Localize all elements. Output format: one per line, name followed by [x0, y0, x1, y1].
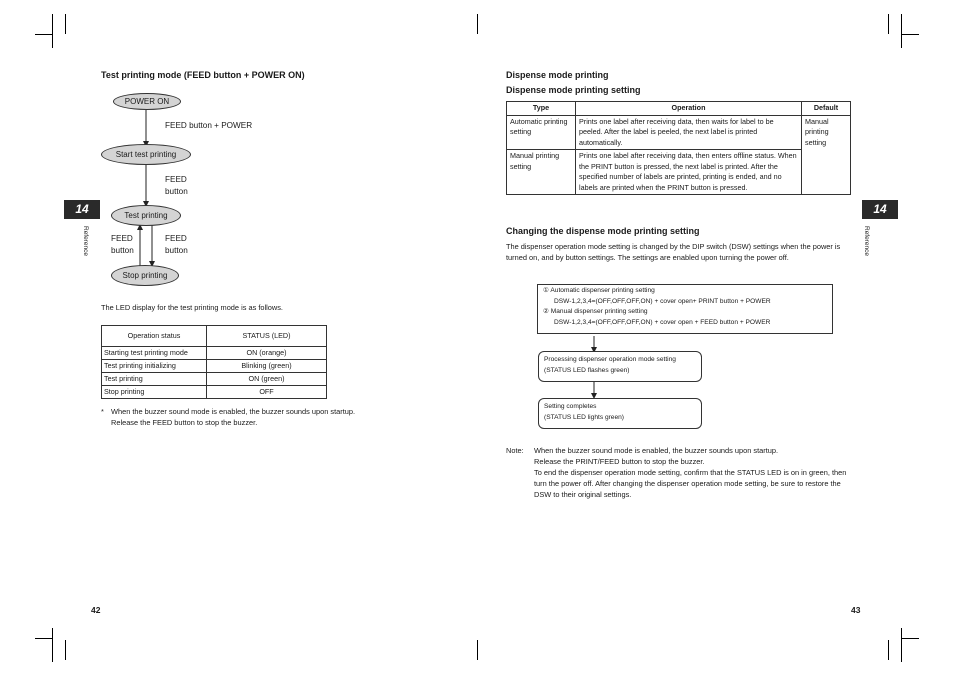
- section-heading: Dispense mode printing: [506, 70, 609, 80]
- arrow-label-line: button: [165, 187, 188, 196]
- section-heading: Test printing mode (FEED button + POWER ON): [101, 70, 305, 80]
- arrow-label-line: FEED: [111, 234, 133, 243]
- footnote-line: When the buzzer sound mode is enabled, the buzzer sounds upon startup.: [111, 407, 356, 416]
- table-cell: Starting test printing mode: [102, 347, 207, 360]
- sub-heading: Changing the dispense mode printing setting: [506, 226, 700, 236]
- arrow-label: [165, 174, 188, 198]
- table-header-row: [102, 326, 327, 347]
- table-cell: Test printing initializing: [102, 360, 207, 373]
- mode-table: [506, 101, 851, 195]
- table-cell: Prints one label after receiving data, then enters offline status. When the PRINT button is pressed, the next label is printed. After the specified number of labels are printed, printing is ended, and no labels are printed when the PRINT button is pressed.: [576, 150, 802, 195]
- arrow-label: [111, 233, 134, 257]
- stop-printing-node: Stop printing: [111, 265, 179, 286]
- setting-item: [543, 286, 827, 297]
- table-cell: ON (green): [207, 373, 327, 386]
- box-line: (STATUS LED lights green): [544, 413, 625, 421]
- arrow-label-line: button: [165, 246, 188, 255]
- table-header: Default: [802, 102, 851, 116]
- side-label: Reference: [82, 226, 89, 256]
- note-line: When the buzzer sound mode is enabled, the buzzer sounds upon startup.: [534, 446, 779, 455]
- note-line: Release the PRINT/FEED button to stop the buzzer.: [534, 457, 705, 466]
- table-row: [507, 115, 851, 150]
- note-line: To end the dispenser operation mode setting, confirm that the STATUS LED is on in green, then turn the power off. After changing the dispenser operation mode setting, be sure to restore the DSW to their original settings.: [534, 468, 847, 499]
- table-header: Type: [507, 102, 576, 116]
- side-label: Reference: [863, 226, 870, 256]
- setting-title: Manual dispenser printing setting: [550, 308, 648, 315]
- table-row: [507, 150, 851, 195]
- setting-title: Automatic dispenser printing setting: [550, 287, 655, 294]
- box-line: Processing dispenser operation mode setting: [544, 356, 676, 363]
- footnote-line: Release the FEED button to stop the buzzer.: [111, 418, 258, 427]
- start-test-node: Start test printing: [101, 144, 191, 165]
- table-cell: Manual printing setting: [507, 150, 576, 195]
- table-header: STATUS (LED): [207, 326, 327, 347]
- footnote-mark: *: [101, 407, 104, 416]
- process-box: [538, 351, 702, 382]
- chapter-tab: 14: [862, 200, 898, 219]
- circled-number: ②: [543, 308, 549, 315]
- page-number: 43: [851, 605, 861, 615]
- table-header-row: [507, 102, 851, 116]
- table-cell: Manual printing setting: [802, 115, 851, 195]
- circled-number: ①: [543, 287, 549, 294]
- table-row: [102, 386, 327, 399]
- table-header: Operation status: [102, 326, 207, 347]
- box-line: (STATUS LED flashes green): [544, 366, 630, 374]
- arrow-label-line: FEED: [165, 175, 187, 184]
- table-cell: Automatic printing setting: [507, 115, 576, 150]
- setting-detail: DSW-1,2,3,4=(OFF,OFF,OFF,ON) + cover open+ PRINT button + POWER: [554, 297, 771, 305]
- arrow-label-line: FEED: [165, 234, 187, 243]
- table-row: [102, 347, 327, 360]
- arrow-label: FEED button + POWER: [165, 121, 253, 130]
- chapter-tab: 14: [64, 200, 100, 219]
- arrow-label: [165, 233, 188, 257]
- setting-detail: DSW-1,2,3,4=(OFF,OFF,OFF,ON) + cover open + FEED button + POWER: [554, 318, 771, 326]
- page-number: 42: [91, 605, 101, 615]
- footnote: [111, 406, 355, 428]
- test-printing-node: Test printing: [111, 205, 181, 226]
- table-row: [102, 373, 327, 386]
- setting-item: [543, 307, 827, 318]
- note-body: [534, 445, 852, 500]
- table-cell: ON (orange): [207, 347, 327, 360]
- table-header: Operation: [576, 102, 802, 116]
- sub-heading: Dispense mode printing setting: [506, 85, 641, 95]
- complete-box: [538, 398, 702, 429]
- led-intro: The LED display for the test printing mode is as follows.: [101, 303, 283, 312]
- arrow-label-line: button: [111, 246, 134, 255]
- box-line: Setting completes: [544, 403, 597, 410]
- table-row: [102, 360, 327, 373]
- power-on-node: POWER ON: [113, 93, 181, 110]
- table-cell: OFF: [207, 386, 327, 399]
- table-cell: Prints one label after receiving data, then waits for label to be peeled. After the label is peeled, the next label is printed automatically.: [576, 115, 802, 150]
- note-label: Note:: [506, 446, 524, 455]
- settings-box: [537, 284, 833, 334]
- table-cell: Stop printing: [102, 386, 207, 399]
- status-table: [101, 325, 327, 399]
- table-cell: Test printing: [102, 373, 207, 386]
- intro-paragraph: The dispenser operation mode setting is changed by the DIP switch (DSW) settings when the power is turned on, and by button settings. The settings are enabled upon turning the power off.: [506, 242, 841, 262]
- table-cell: Blinking (green): [207, 360, 327, 373]
